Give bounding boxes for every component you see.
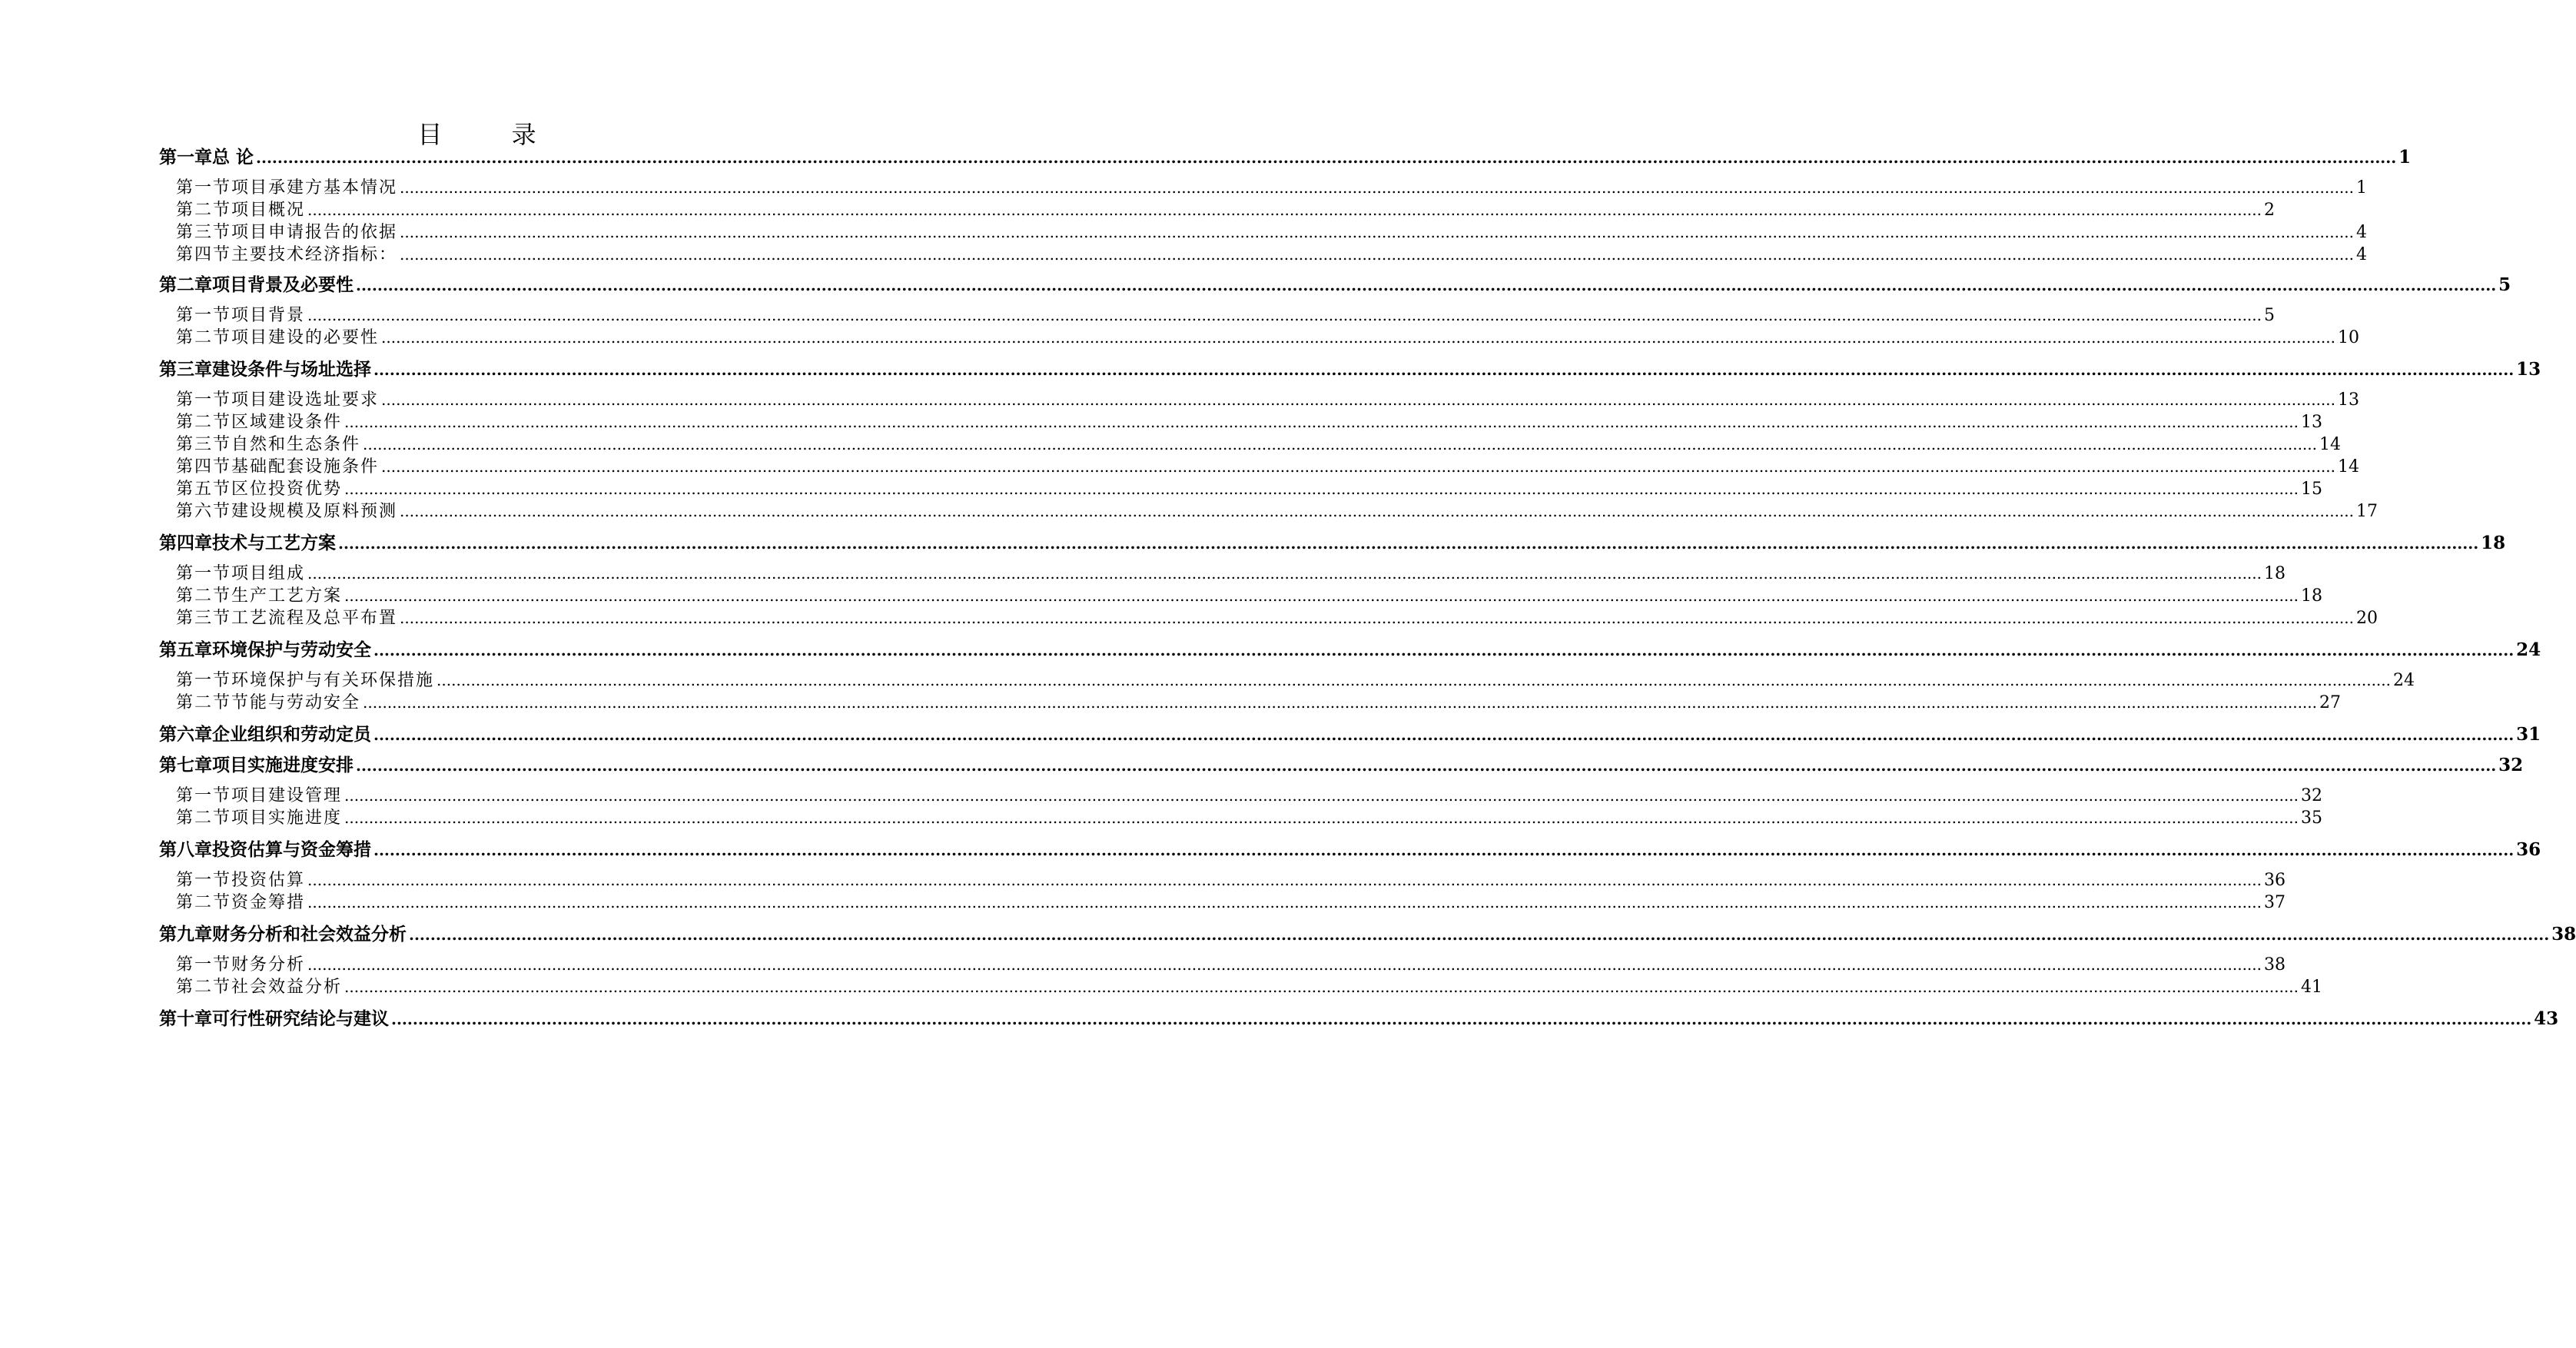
toc-leader-dots: ................................................................................................................................................................................................................................................................................................................................................................................................................ xyxy=(400,223,2354,241)
toc-page-number: 38 xyxy=(2551,924,2576,945)
toc-entry-number: 第一节 xyxy=(176,955,232,974)
toc-section-entry[interactable] xyxy=(176,456,2359,477)
toc-entry-title: 建设条件与场址选择 xyxy=(212,359,371,380)
toc-entry-title: 工艺流程及总平布置 xyxy=(231,609,398,628)
toc-page-number: 5 xyxy=(2264,306,2275,325)
toc-chapter-entry[interactable] xyxy=(159,754,2524,777)
toc-page-number: 36 xyxy=(2264,871,2286,890)
toc-entry-number: 第一节 xyxy=(176,671,232,690)
toc-page-number: 41 xyxy=(2301,978,2322,997)
toc-entry-title: 主要技术经济指标： xyxy=(231,245,398,264)
toc-page-number: 13 xyxy=(2301,413,2322,432)
toc-entry-number: 第一节 xyxy=(176,178,232,198)
toc-leader-dots: ................................................................................................................................................................................................................................................................................................................................................................................................................ xyxy=(373,725,2515,744)
toc-leader-dots: ................................................................................................................................................................................................................................................................................................................................................................................................................ xyxy=(344,586,2299,605)
toc-page-number: 17 xyxy=(2356,502,2378,521)
toc-leader-dots: ................................................................................................................................................................................................................................................................................................................................................................................................................ xyxy=(400,502,2354,520)
toc-page-number: 36 xyxy=(2516,839,2541,860)
toc-section-entry[interactable] xyxy=(176,807,2322,828)
toc-section-entry[interactable] xyxy=(176,389,2359,410)
toc-leader-dots: ................................................................................................................................................................................................................................................................................................................................................................................................................ xyxy=(391,1010,2532,1028)
toc-page-number: 13 xyxy=(2516,359,2541,380)
toc-entry-number: 第三节 xyxy=(176,435,232,454)
toc-entry-number: 第三节 xyxy=(176,609,232,628)
toc-page-number: 35 xyxy=(2301,808,2322,828)
toc-entry-title: 项目申请报告的依据 xyxy=(231,223,398,242)
toc-chapter-entry[interactable] xyxy=(159,723,2541,746)
toc-leader-dots: ................................................................................................................................................................................................................................................................................................................................................................................................................ xyxy=(344,808,2299,827)
toc-entry-number: 第九章 xyxy=(159,924,212,945)
toc-chapter-entry[interactable] xyxy=(159,838,2541,862)
toc-entry-number: 第二节 xyxy=(176,328,232,347)
toc-chapter-entry[interactable] xyxy=(159,358,2541,381)
toc-entry-number: 第二节 xyxy=(176,693,232,712)
toc-page-number: 1 xyxy=(2356,178,2367,198)
toc-entry-title: 投资估算与资金筹措 xyxy=(212,839,371,860)
toc-entry-title: 企业组织和劳动定员 xyxy=(212,724,371,745)
toc-page-number: 27 xyxy=(2319,693,2341,712)
toc-section-entry[interactable] xyxy=(176,500,2378,522)
toc-page-number: 18 xyxy=(2264,564,2286,583)
toc-leader-dots: ................................................................................................................................................................................................................................................................................................................................................................................................................ xyxy=(307,564,2262,583)
toc-chapter-entry[interactable] xyxy=(159,532,2506,555)
toc-entry-title: 项目承建方基本情况 xyxy=(231,178,398,198)
toc-section-entry[interactable] xyxy=(176,433,2341,455)
toc-entry-number: 第七章 xyxy=(159,755,212,775)
toc-entry-title: 节能与劳动安全 xyxy=(231,693,361,712)
toc-entry-number: 第一节 xyxy=(176,871,232,890)
toc-section-entry[interactable] xyxy=(176,177,2367,198)
toc-entry-title: 资金筹措 xyxy=(231,893,306,912)
toc-page-number: 14 xyxy=(2319,435,2341,454)
toc-section-entry[interactable] xyxy=(176,199,2275,221)
toc-section-entry[interactable] xyxy=(176,891,2286,913)
toc-section-entry[interactable] xyxy=(176,785,2322,806)
toc-leader-dots: ................................................................................................................................................................................................................................................................................................................................................................................................................ xyxy=(381,390,2335,409)
toc-entry-number: 第五章 xyxy=(159,639,212,660)
toc-page-number: 38 xyxy=(2264,955,2286,974)
toc-page-number: 32 xyxy=(2301,786,2322,805)
toc-entry-number: 第二章 xyxy=(159,274,212,295)
toc-section-entry[interactable] xyxy=(176,563,2286,584)
toc-leader-dots: ................................................................................................................................................................................................................................................................................................................................................................................................................ xyxy=(344,480,2299,498)
toc-leader-dots: ................................................................................................................................................................................................................................................................................................................................................................................................................ xyxy=(356,756,2497,775)
toc-leader-dots: ................................................................................................................................................................................................................................................................................................................................................................................................................ xyxy=(409,925,2550,944)
toc-entry-title: 基础配套设施条件 xyxy=(231,457,380,476)
toc-leader-dots: ................................................................................................................................................................................................................................................................................................................................................................................................................ xyxy=(400,609,2354,627)
toc-page-number: 31 xyxy=(2516,724,2541,745)
toc-page-number: 18 xyxy=(2481,533,2506,553)
toc-entry-title: 项目组成 xyxy=(231,564,306,583)
toc-entry-number: 第一章 xyxy=(159,147,212,168)
toc-entry-number: 第一节 xyxy=(176,306,232,325)
toc-leader-dots: ................................................................................................................................................................................................................................................................................................................................................................................................................ xyxy=(307,201,2262,219)
toc-entry-number: 第三章 xyxy=(159,359,212,380)
toc-entry-title: 项目建设管理 xyxy=(231,786,343,805)
toc-section-entry[interactable] xyxy=(176,585,2322,606)
toc-entry-title: 项目背景 xyxy=(231,306,306,325)
toc-entry-title: 项目实施进度 xyxy=(231,808,343,828)
toc-page-number: 20 xyxy=(2356,609,2378,628)
toc-leader-dots: ................................................................................................................................................................................................................................................................................................................................................................................................................ xyxy=(400,245,2354,264)
toc-leader-dots: ................................................................................................................................................................................................................................................................................................................................................................................................................ xyxy=(381,457,2335,476)
toc-entry-number: 第六章 xyxy=(159,724,212,745)
toc-entry-number: 第五节 xyxy=(176,480,232,499)
toc-entry-title: 财务分析 xyxy=(231,955,306,974)
toc-leader-dots: ................................................................................................................................................................................................................................................................................................................................................................................................................ xyxy=(381,328,2335,347)
toc-leader-dots: ................................................................................................................................................................................................................................................................................................................................................................................................................ xyxy=(373,360,2515,379)
toc-entry-title: 可行性研究结论与建议 xyxy=(212,1008,389,1029)
toc-section-entry[interactable] xyxy=(176,607,2378,629)
toc-entry-number: 第八章 xyxy=(159,839,212,860)
toc-leader-dots: ................................................................................................................................................................................................................................................................................................................................................................................................................ xyxy=(307,955,2262,974)
toc-entry-title: 项目概况 xyxy=(231,201,306,220)
toc-section-entry[interactable] xyxy=(176,478,2322,500)
toc-entry-number: 第一节 xyxy=(176,390,232,410)
toc-entry-title: 技术与工艺方案 xyxy=(212,533,336,553)
toc-page-number: 10 xyxy=(2338,328,2359,347)
toc-section-entry[interactable] xyxy=(176,669,2415,691)
toc-leader-dots: ................................................................................................................................................................................................................................................................................................................................................................................................................ xyxy=(256,148,2397,167)
toc-entry-title: 区域建设条件 xyxy=(231,413,343,432)
toc-chapter-entry[interactable] xyxy=(159,146,2412,169)
toc-page-number: 32 xyxy=(2498,755,2524,775)
toc-page-number: 15 xyxy=(2301,480,2322,499)
toc-entry-number: 第二节 xyxy=(176,808,232,828)
toc-page-number: 43 xyxy=(2534,1008,2559,1029)
toc-page-number: 1 xyxy=(2398,147,2412,168)
toc-leader-dots: ................................................................................................................................................................................................................................................................................................................................................................................................................ xyxy=(400,178,2354,197)
toc-leader-dots: ................................................................................................................................................................................................................................................................................................................................................................................................................ xyxy=(373,841,2515,859)
toc-entry-title: 财务分析和社会效益分析 xyxy=(212,924,407,945)
toc-leader-dots: ................................................................................................................................................................................................................................................................................................................................................................................................................ xyxy=(307,893,2262,911)
toc-leader-dots: ................................................................................................................................................................................................................................................................................................................................................................................................................ xyxy=(344,978,2299,996)
toc-entry-title: 建设规模及原料预测 xyxy=(231,502,398,521)
toc-section-entry[interactable] xyxy=(176,869,2286,891)
toc-leader-dots: ................................................................................................................................................................................................................................................................................................................................................................................................................ xyxy=(437,671,2391,689)
page-title: 目 录 xyxy=(417,120,567,149)
toc-page-number: 5 xyxy=(2498,274,2511,295)
toc-section-entry[interactable] xyxy=(176,411,2322,433)
toc-entry-number: 第二节 xyxy=(176,893,232,912)
toc-leader-dots: ................................................................................................................................................................................................................................................................................................................................................................................................................ xyxy=(307,306,2262,324)
toc-leader-dots: ................................................................................................................................................................................................................................................................................................................................................................................................................ xyxy=(344,413,2299,431)
toc-page-number: 4 xyxy=(2356,223,2367,242)
toc-entry-title: 投资估算 xyxy=(231,871,306,890)
toc-entry-number: 第十章 xyxy=(159,1008,212,1029)
toc-section-entry[interactable] xyxy=(176,244,2367,265)
toc-page-number: 18 xyxy=(2301,586,2322,606)
toc-chapter-entry[interactable] xyxy=(159,923,2576,946)
toc-entry-title: 社会效益分析 xyxy=(231,978,343,997)
toc-leader-dots: ................................................................................................................................................................................................................................................................................................................................................................................................................ xyxy=(344,786,2299,805)
toc-entry-number: 第三节 xyxy=(176,223,232,242)
toc-chapter-entry[interactable] xyxy=(159,1008,2559,1031)
toc-entry-title: 生产工艺方案 xyxy=(231,586,343,606)
toc-page-number: 14 xyxy=(2338,457,2359,476)
toc-leader-dots: ................................................................................................................................................................................................................................................................................................................................................................................................................ xyxy=(373,641,2515,659)
toc-page-number: 37 xyxy=(2264,893,2286,912)
toc-entry-title: 区位投资优势 xyxy=(231,480,343,499)
toc-leader-dots: ................................................................................................................................................................................................................................................................................................................................................................................................................ xyxy=(338,534,2479,553)
toc-entry-number: 第四节 xyxy=(176,245,232,264)
toc-entry-number: 第四章 xyxy=(159,533,212,553)
toc-section-entry[interactable] xyxy=(176,304,2275,326)
toc-entry-title: 项目建设的必要性 xyxy=(231,328,380,347)
toc-entry-title: 项目背景及必要性 xyxy=(212,274,354,295)
toc-entry-title: 总 论 xyxy=(212,147,254,168)
toc-entry-number: 第二节 xyxy=(176,413,232,432)
toc-section-entry[interactable] xyxy=(176,692,2341,713)
toc-entry-number: 第一节 xyxy=(176,564,232,583)
toc-entry-title: 项目实施进度安排 xyxy=(212,755,354,775)
toc-page-number: 13 xyxy=(2338,390,2359,410)
toc-entry-number: 第二节 xyxy=(176,201,232,220)
toc-section-entry[interactable] xyxy=(176,954,2286,975)
toc-entry-title: 环境保护与有关环保措施 xyxy=(231,671,435,690)
toc-entry-title: 环境保护与劳动安全 xyxy=(212,639,371,660)
toc-section-entry[interactable] xyxy=(176,221,2367,243)
toc-chapter-entry[interactable] xyxy=(159,274,2511,297)
toc-leader-dots: ................................................................................................................................................................................................................................................................................................................................................................................................................ xyxy=(363,435,2317,453)
toc-entry-number: 第四节 xyxy=(176,457,232,476)
toc-entry-number: 第二节 xyxy=(176,586,232,606)
toc-page-number: 24 xyxy=(2393,671,2415,690)
toc-leader-dots: ................................................................................................................................................................................................................................................................................................................................................................................................................ xyxy=(307,871,2262,889)
toc-leader-dots: ................................................................................................................................................................................................................................................................................................................................................................................................................ xyxy=(356,276,2497,294)
toc-page-number: 2 xyxy=(2264,201,2275,220)
toc-section-entry[interactable] xyxy=(176,327,2359,348)
toc-section-entry[interactable] xyxy=(176,976,2322,998)
toc-entry-number: 第一节 xyxy=(176,786,232,805)
toc-entry-number: 第二节 xyxy=(176,978,232,997)
toc-chapter-entry[interactable] xyxy=(159,639,2541,662)
toc-entry-title: 项目建设选址要求 xyxy=(231,390,380,410)
toc-entry-title: 自然和生态条件 xyxy=(231,435,361,454)
toc-page-number: 24 xyxy=(2516,639,2541,660)
toc-leader-dots: ................................................................................................................................................................................................................................................................................................................................................................................................................ xyxy=(363,693,2317,712)
toc-page-number: 4 xyxy=(2356,245,2367,264)
toc-entry-number: 第六节 xyxy=(176,502,232,521)
